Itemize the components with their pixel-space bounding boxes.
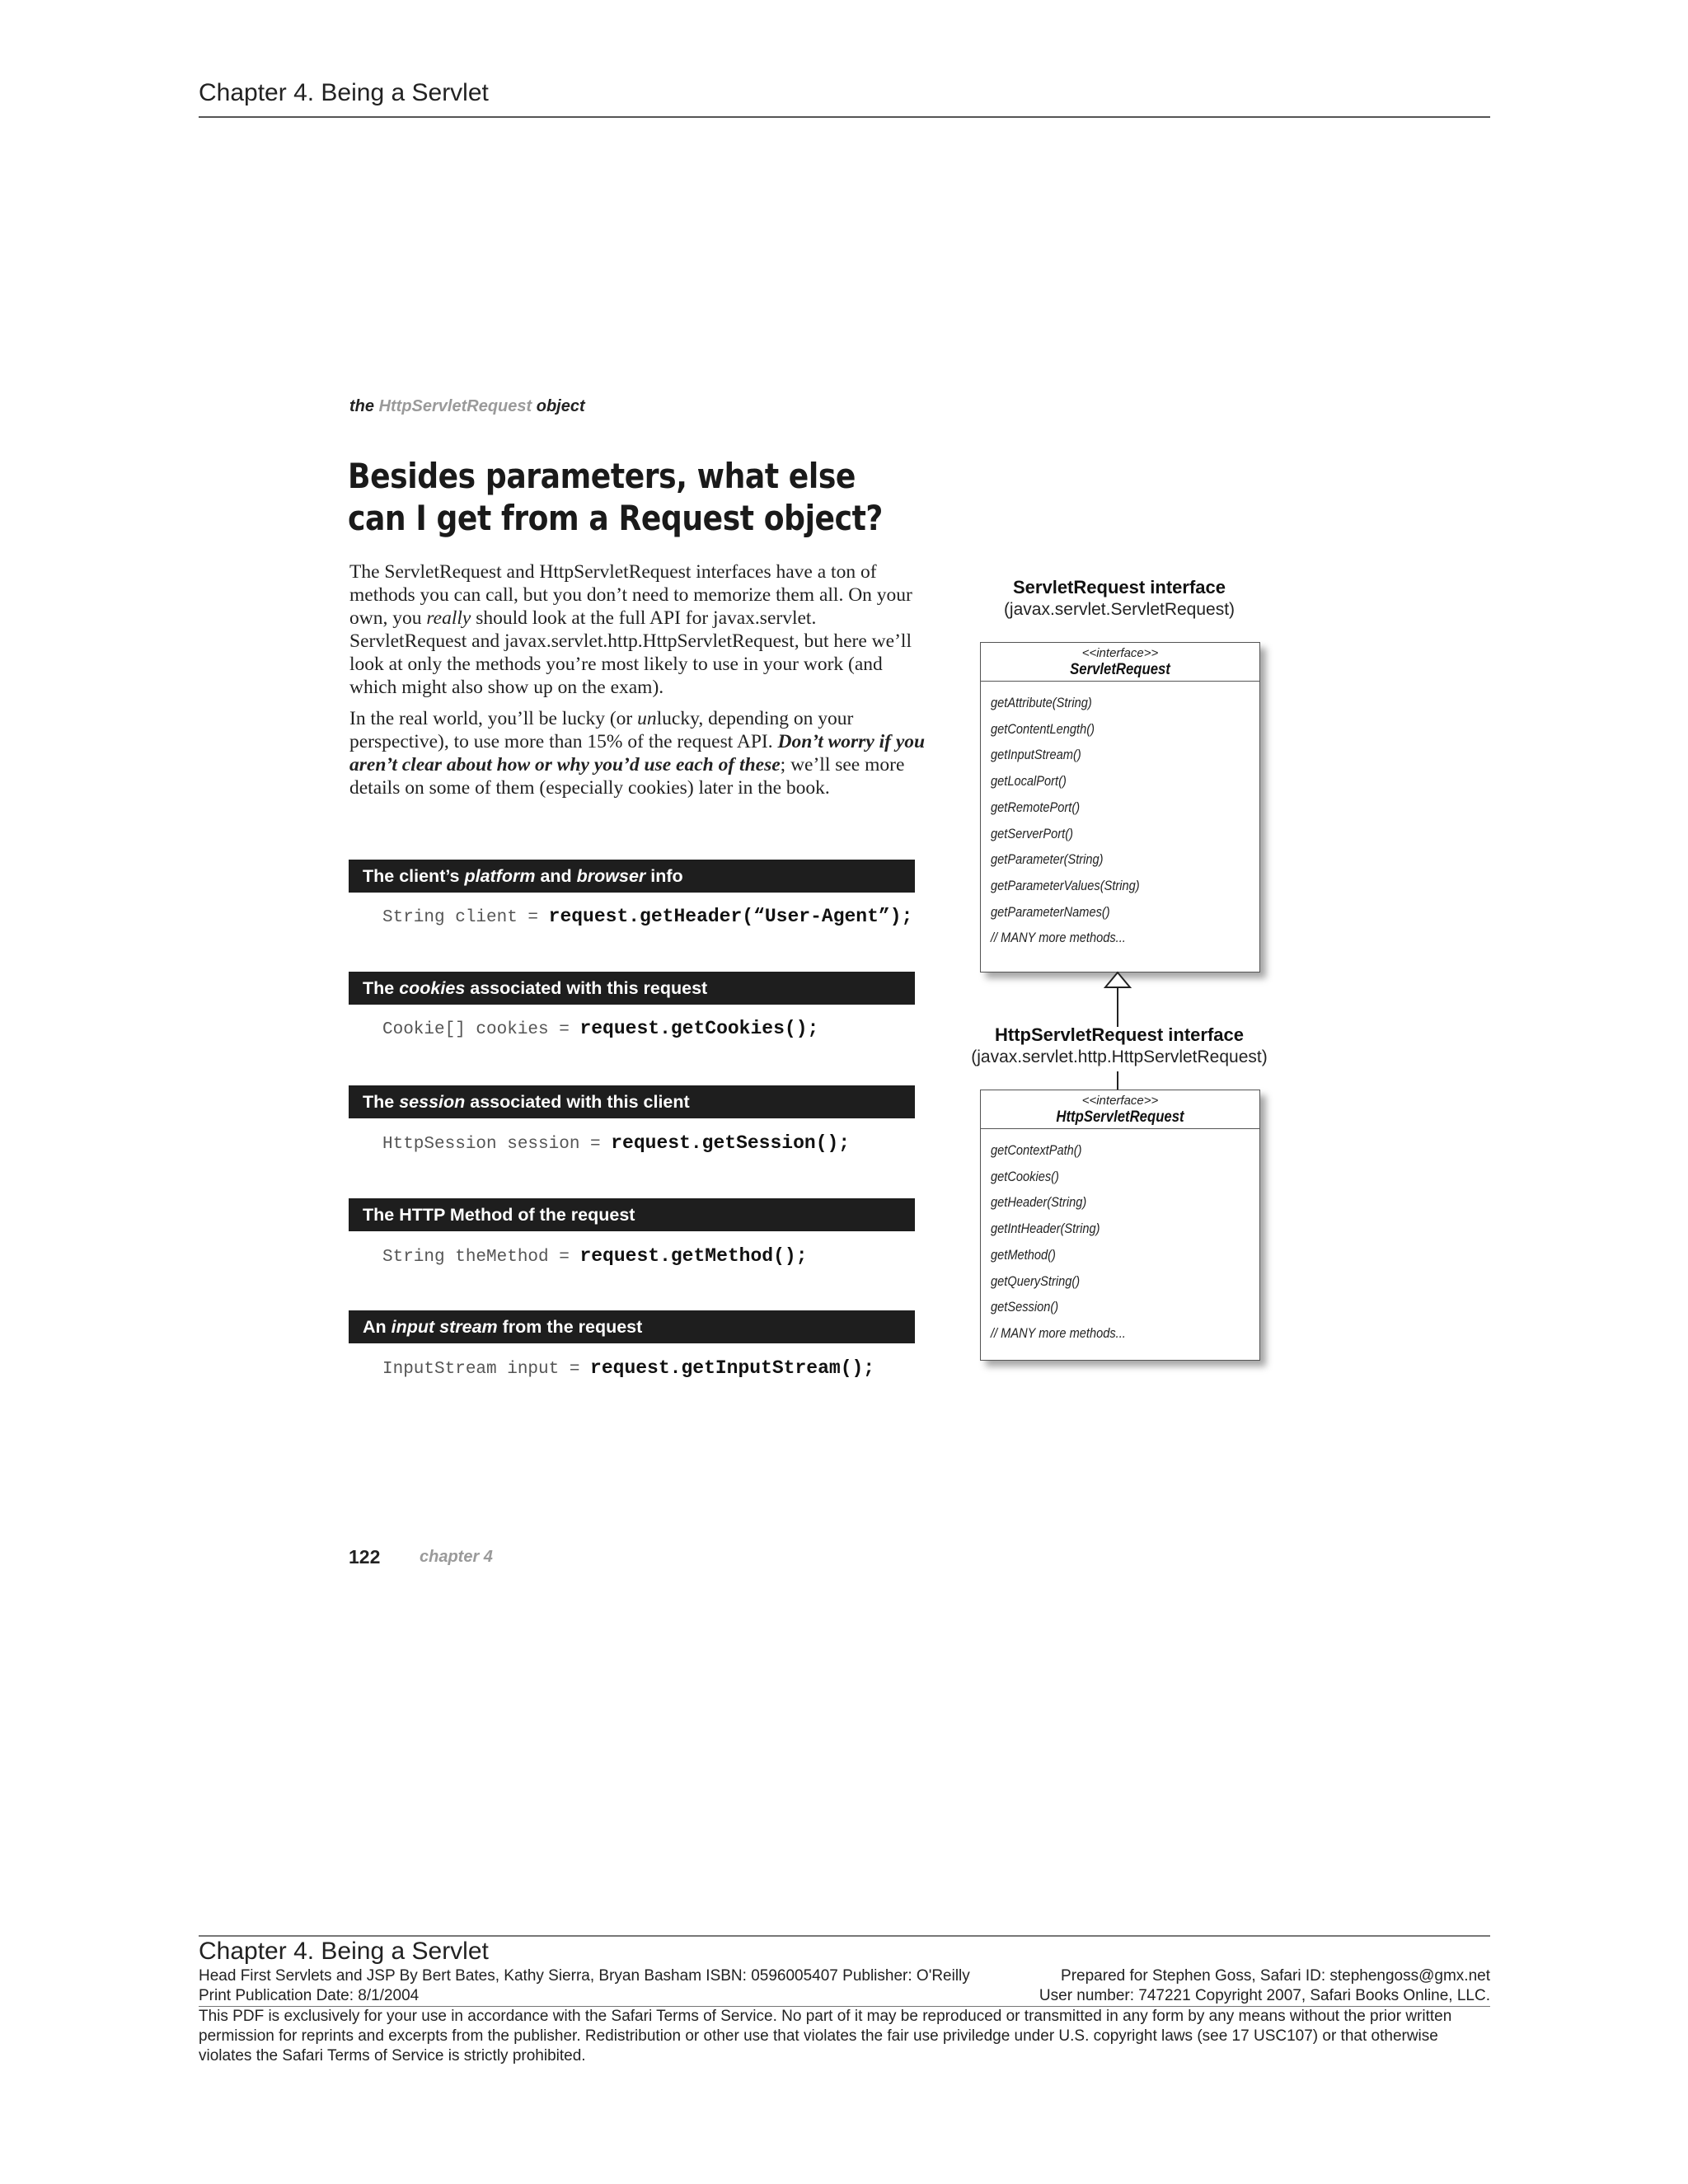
intro-text-1: The ServletRequest and HttpServletRequest interfaces have a ton of methods you can call, but you don’t need to memorize them all. On your own, you [349, 561, 912, 629]
method-item: // MANY more methods... [991, 1324, 1126, 1341]
section-label-highlight: HttpServletRequest [378, 397, 532, 415]
page-title-line-1: Besides parameters, what else [348, 456, 856, 496]
method-item: getAttribute(String) [991, 695, 1092, 710]
http-servlet-request-name: HttpServletRequest [1056, 1108, 1184, 1126]
method-item: getInputStream() [991, 747, 1081, 763]
servlet-request-name: ServletRequest [1070, 661, 1170, 678]
http-servlet-request-title: HttpServletRequest interface [995, 1024, 1244, 1045]
chapter-header: Chapter 4. Being a Servlet [199, 79, 489, 106]
snippet-code-method: String theMethod = request.getMethod(); [382, 1245, 808, 1267]
footer-book-info: Head First Servlets and JSP By Bert Bates, Kathy Sierra, Bryan Basham ISBN: 0596005407 Publisher: O'Reilly [199, 1967, 970, 1985]
servlet-request-method-list [981, 682, 1259, 958]
method-item: getContentLength() [991, 720, 1095, 737]
intro-emphasis: really [426, 607, 471, 629]
snippet-code-cookies: Cookie[] cookies = request.getCookies(); [382, 1018, 819, 1039]
method-item: getLocalPort() [991, 773, 1067, 790]
method-item: getServerPort() [991, 825, 1073, 841]
method-item: // MANY more methods... [991, 930, 1126, 946]
chapter-label: chapter 4 [420, 1548, 493, 1566]
servlet-request-uml-header [981, 643, 1259, 682]
method-item: getRemotePort() [991, 799, 1081, 815]
inheritance-arrow-head [1105, 972, 1130, 987]
snippet-title-cookies: The cookies associated with this request [349, 972, 915, 1005]
real-world-text-3: ; we’ll see more details on some of them (especially cookies) later in the book. [349, 754, 905, 799]
real-world-text-1: In the real world, you’ll be lucky (or [349, 708, 638, 729]
footer-chapter-title: Chapter 4. Being a Servlet [199, 1938, 489, 1965]
method-item: getIntHeader(String) [991, 1221, 1100, 1237]
servlet-request-stereotype: <<interface>> [1081, 646, 1159, 660]
servlet-request-subtitle: (javax.servlet.ServletRequest) [1003, 600, 1236, 619]
footer-prepared-for: Prepared for Stephen Goss, Safari ID: stephengoss@gmx.net [1061, 1967, 1490, 1985]
method-item: getQueryString() [991, 1272, 1081, 1289]
real-world-bold: Don’t worry if you aren’t clear about how or why you’d use each of these [349, 731, 926, 776]
real-world-emphasis: un [637, 708, 657, 729]
http-servlet-request-subtitle: (javax.servlet.http.HttpServletRequest) [971, 1047, 1268, 1066]
http-servlet-request-uml-box [980, 1090, 1260, 1361]
section-label [349, 397, 585, 416]
method-item: getContextPath() [991, 1142, 1082, 1158]
method-item: getParameterValues(String) [991, 877, 1140, 893]
snippet-code-platform: String client = request.getHeader(“User-Agent”); [382, 906, 913, 927]
intro-paragraph [349, 560, 926, 699]
footer-user-number: User number: 747221 Copyright 2007, Safari Books Online, LLC. [1039, 1987, 1490, 2004]
header-rule [199, 116, 1490, 118]
snippet-title-input-stream: An input stream from the request [349, 1310, 915, 1343]
snippet-code-session: HttpSession session = request.getSession(); [382, 1132, 851, 1154]
section-label-prefix: the [349, 397, 374, 415]
intro-text-2: should look at the full API for javax.servlet. ServletRequest and javax.servlet.http.HttpServletRequest, but here we’ll look at only the methods you’re most likely to use in your work (and which might also show up on the exam). [349, 607, 912, 698]
real-world-paragraph [349, 707, 926, 799]
http-servlet-request-stereotype: <<interface>> [1081, 1094, 1159, 1108]
real-world-text-2: lucky, depending on your perspective), to use more than 15% of the request API. [349, 708, 854, 752]
snippet-title-method: The HTTP Method of the request [349, 1198, 915, 1231]
servlet-request-uml-box [980, 642, 1260, 972]
page-number: 122 [349, 1546, 381, 1568]
method-item: getParameter(String) [991, 851, 1104, 868]
snippet-title-session: The session associated with this client [349, 1085, 915, 1118]
http-servlet-request-uml-header [981, 1090, 1259, 1129]
method-item: getParameterNames() [991, 903, 1110, 920]
method-item: getHeader(String) [991, 1194, 1087, 1211]
servlet-request-title: ServletRequest interface [1013, 577, 1226, 598]
page-title-line-2: can I get from a Request object? [348, 498, 883, 538]
snippet-code-input-stream: InputStream input = request.getInputStream(); [382, 1357, 875, 1379]
footer-pub-date: Print Publication Date: 8/1/2004 [199, 1987, 420, 2004]
footer-terms: This PDF is exclusively for your use in accordance with the Safari Terms of Service. No part of it may be reproduced or transmitted in any form by any means without the prior written permission for reprints and excerpts from the publisher. Redistribution or other use that violates the fair use priviledge under U.S. copyright laws (see 17 USC107) or that otherwise violates the Safari Terms of Service is strictly prohibited. [199, 2008, 1452, 2064]
http-servlet-request-method-list [981, 1129, 1259, 1353]
footer-book-info-row [199, 1966, 1490, 1986]
snippet-title-platform: The client’s platform and browser info [349, 860, 915, 893]
method-item: getMethod() [991, 1246, 1056, 1263]
method-item: getCookies() [991, 1168, 1059, 1184]
method-item: getSession() [991, 1299, 1059, 1315]
footer-pub-row [199, 1986, 1490, 2006]
page-title [348, 455, 925, 539]
footer-rule [199, 1935, 1490, 1937]
section-label-suffix: object [536, 397, 585, 415]
